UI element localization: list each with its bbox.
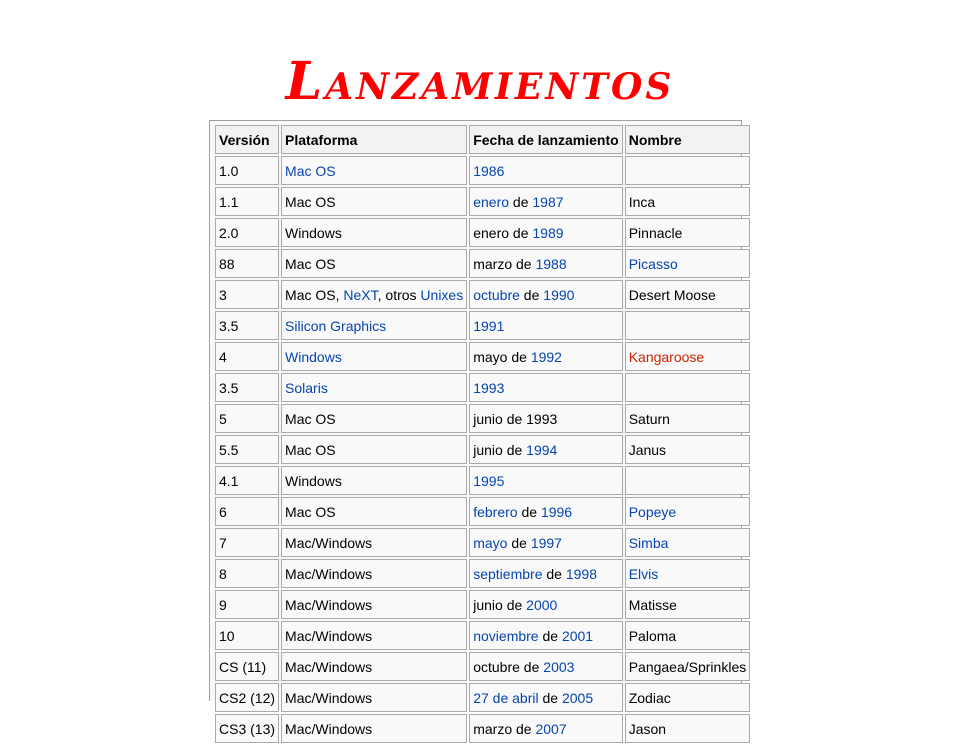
wiki-link[interactable]: NeXT	[343, 286, 378, 303]
wiki-link[interactable]: mayo	[473, 534, 508, 551]
wiki-link[interactable]: 1991	[473, 317, 505, 334]
cell-name	[625, 652, 751, 681]
wiki-link[interactable]: 27 de abril	[473, 689, 539, 706]
cell-release-date	[469, 714, 622, 743]
wiki-link[interactable]: 1995	[473, 472, 505, 489]
cell-text: Pinnacle	[628, 224, 683, 241]
cell-release-date	[469, 249, 622, 278]
cell-text: Pangaea/Sprinkles	[628, 658, 747, 675]
cell-name	[625, 466, 751, 495]
cell-version	[215, 590, 279, 619]
table-row	[215, 187, 750, 216]
cell-version	[215, 435, 279, 464]
wiki-link[interactable]: Picasso	[628, 255, 678, 272]
cell-text: marzo de	[473, 720, 536, 737]
cell-text: 4	[219, 348, 227, 365]
cell-release-date	[469, 342, 622, 371]
table-row	[215, 497, 750, 526]
cell-name	[625, 404, 751, 433]
cell-version	[215, 156, 279, 185]
cell-release-date	[469, 652, 622, 681]
cell-text: 3.5	[219, 379, 239, 396]
wiki-link[interactable]: febrero	[473, 503, 518, 520]
wiki-link[interactable]: 1992	[530, 348, 562, 365]
cell-text: Mac OS	[285, 503, 336, 520]
cell-platform	[281, 311, 467, 340]
cell-platform	[281, 342, 467, 371]
wiki-link[interactable]: 1987	[532, 193, 564, 210]
cell-version	[215, 342, 279, 371]
cell-release-date	[469, 187, 622, 216]
cell-text: octubre de	[473, 658, 544, 675]
cell-name	[625, 342, 751, 371]
cell-version	[215, 683, 279, 712]
wiki-link[interactable]: Silicon Graphics	[285, 317, 387, 334]
wiki-link[interactable]: Elvis	[628, 565, 659, 582]
cell-platform	[281, 249, 467, 278]
cell-release-date	[469, 404, 622, 433]
cell-release-date	[469, 156, 622, 185]
cell-text: junio de	[473, 596, 527, 613]
cell-version	[215, 559, 279, 588]
table-header-row	[215, 125, 750, 154]
cell-platform	[281, 466, 467, 495]
missing-page-link[interactable]: Kangaroose	[628, 348, 705, 365]
cell-release-date	[469, 466, 622, 495]
cell-text: de	[538, 627, 562, 644]
table-row	[215, 621, 750, 650]
table-row	[215, 404, 750, 433]
cell-platform	[281, 156, 467, 185]
cell-text: Janus	[628, 441, 667, 458]
wiki-link[interactable]: septiembre	[473, 565, 543, 582]
header-name: Nombre	[625, 125, 751, 154]
cell-platform	[281, 280, 467, 309]
cell-version	[215, 714, 279, 743]
wiki-link[interactable]: 2003	[543, 658, 575, 675]
cell-text: enero de	[473, 224, 533, 241]
cell-text: junio de 1993	[473, 410, 558, 427]
wiki-link[interactable]: octubre	[473, 286, 520, 303]
cell-name	[625, 683, 751, 712]
cell-version	[215, 280, 279, 309]
cell-text: 3	[219, 286, 227, 303]
cell-text: 4.1	[219, 472, 239, 489]
cell-platform	[281, 559, 467, 588]
cell-platform	[281, 621, 467, 650]
cell-text: Matisse	[628, 596, 677, 613]
table-row	[215, 559, 750, 588]
cell-text: Windows	[285, 472, 342, 489]
cell-text: Mac/Windows	[285, 689, 373, 706]
cell-text: 6	[219, 503, 227, 520]
table-row	[215, 528, 750, 557]
cell-text: Mac OS	[285, 441, 336, 458]
header-version: Versión	[215, 125, 279, 154]
wiki-link[interactable]: 1988	[535, 255, 567, 272]
cell-name	[625, 528, 751, 557]
cell-text: Mac/Windows	[285, 565, 373, 582]
table-row	[215, 683, 750, 712]
cell-version	[215, 528, 279, 557]
cell-text: 2.0	[219, 224, 239, 241]
cell-text: 7	[219, 534, 227, 551]
cell-version	[215, 497, 279, 526]
wiki-link[interactable]: 1994	[526, 441, 558, 458]
cell-text: de	[538, 689, 562, 706]
cell-release-date	[469, 590, 622, 619]
wiki-link[interactable]: 2000	[526, 596, 558, 613]
wiki-link[interactable]: 2007	[535, 720, 567, 737]
cell-name	[625, 249, 751, 278]
cell-text: Mac/Windows	[285, 534, 373, 551]
cell-name	[625, 280, 751, 309]
cell-version	[215, 404, 279, 433]
cell-platform	[281, 528, 467, 557]
wiki-link[interactable]: enero	[473, 193, 510, 210]
releases-table-container	[209, 120, 747, 737]
cell-platform	[281, 373, 467, 402]
cell-version	[215, 652, 279, 681]
cell-name	[625, 187, 751, 216]
cell-text: Mac OS,	[285, 286, 344, 303]
cell-release-date	[469, 311, 622, 340]
cell-text: de	[507, 534, 531, 551]
header-platform: Plataforma	[281, 125, 467, 154]
cell-text: 5.5	[219, 441, 239, 458]
cell-text: mayo de	[473, 348, 531, 365]
cell-text: 5	[219, 410, 227, 427]
cell-text: Desert Moose	[628, 286, 716, 303]
cell-release-date	[469, 528, 622, 557]
cell-name	[625, 497, 751, 526]
cell-name	[625, 714, 751, 743]
cell-version	[215, 373, 279, 402]
table-row	[215, 435, 750, 464]
cell-text: Mac/Windows	[285, 658, 373, 675]
cell-release-date	[469, 497, 622, 526]
cell-text: Mac OS	[285, 193, 336, 210]
cell-text: marzo de	[473, 255, 536, 272]
wiki-link[interactable]: 1998	[565, 565, 597, 582]
cell-name	[625, 311, 751, 340]
table-row	[215, 342, 750, 371]
wiki-link[interactable]: Windows	[285, 348, 342, 365]
cell-text: Mac/Windows	[285, 627, 373, 644]
cell-name	[625, 435, 751, 464]
cell-text: Saturn	[628, 410, 670, 427]
table-row	[215, 311, 750, 340]
cell-text: CS (11)	[219, 658, 267, 675]
cell-version	[215, 311, 279, 340]
cell-platform	[281, 590, 467, 619]
table-row	[215, 652, 750, 681]
cell-text: Mac/Windows	[285, 596, 373, 613]
cell-text: de	[517, 503, 541, 520]
cell-text: CS2 (12)	[219, 689, 276, 706]
cell-text: Paloma	[628, 627, 677, 644]
cell-release-date	[469, 683, 622, 712]
cell-name	[625, 621, 751, 650]
table-row	[215, 249, 750, 278]
cell-text: junio de	[473, 441, 527, 458]
cell-name	[625, 373, 751, 402]
table-body	[215, 156, 750, 743]
releases-table	[213, 123, 752, 745]
cell-release-date	[469, 280, 622, 309]
wiki-link[interactable]: 1989	[532, 224, 564, 241]
wiki-link[interactable]: Unixes	[420, 286, 464, 303]
table-row	[215, 373, 750, 402]
cell-text: 10	[219, 627, 235, 644]
cell-platform	[281, 218, 467, 247]
cell-name	[625, 218, 751, 247]
cell-text: de	[509, 193, 533, 210]
wiki-link[interactable]: 1990	[543, 286, 575, 303]
cell-name	[625, 156, 751, 185]
cell-platform	[281, 652, 467, 681]
table-row	[215, 280, 750, 309]
wiki-link[interactable]: 2005	[561, 689, 594, 706]
cell-text: Zodiac	[628, 689, 671, 706]
cell-text: Mac OS	[285, 255, 336, 272]
cell-release-date	[469, 559, 622, 588]
cell-version	[215, 466, 279, 495]
cell-text: 3.5	[219, 317, 239, 334]
wiki-link[interactable]: Mac OS	[285, 162, 336, 179]
cell-platform	[281, 187, 467, 216]
cell-text: 8	[219, 565, 227, 582]
cell-version	[215, 621, 279, 650]
slide-title: Lanzamientos	[285, 51, 675, 112]
wiki-link[interactable]: 1986	[473, 162, 505, 179]
table-row	[215, 156, 750, 185]
cell-version	[215, 249, 279, 278]
cell-name	[625, 590, 751, 619]
cell-platform	[281, 435, 467, 464]
cell-release-date	[469, 621, 622, 650]
cell-text: de	[542, 565, 566, 582]
cell-platform	[281, 683, 467, 712]
wiki-link[interactable]: 1997	[530, 534, 562, 551]
wiki-link[interactable]: Popeye	[628, 503, 677, 520]
table-row	[215, 466, 750, 495]
wiki-link[interactable]: Simba	[628, 534, 669, 551]
table-row	[215, 714, 750, 743]
cell-platform	[281, 404, 467, 433]
wiki-link[interactable]: 2001	[561, 627, 594, 644]
cell-text: Mac/Windows	[285, 720, 373, 737]
cell-release-date	[469, 218, 622, 247]
wiki-link[interactable]: 1996	[540, 503, 573, 520]
cell-name	[625, 559, 751, 588]
cell-text: Jason	[628, 720, 667, 737]
wiki-link[interactable]: 1993	[473, 379, 505, 396]
cell-platform	[281, 714, 467, 743]
header-release-date: Fecha de lanzamiento	[469, 125, 622, 154]
cell-text: 1.0	[219, 162, 239, 179]
cell-platform	[281, 497, 467, 526]
cell-version	[215, 218, 279, 247]
wiki-link[interactable]: Solaris	[285, 379, 328, 396]
cell-release-date	[469, 435, 622, 464]
cell-text: Inca	[628, 193, 656, 210]
cell-text: 9	[219, 596, 227, 613]
cell-version	[215, 187, 279, 216]
cell-text: , otros	[377, 286, 421, 303]
cell-text: Windows	[285, 224, 342, 241]
cell-release-date	[469, 373, 622, 402]
wiki-link[interactable]: noviembre	[473, 627, 539, 644]
cell-text: 1.1	[219, 193, 239, 210]
table-row	[215, 218, 750, 247]
cell-text: de	[519, 286, 544, 303]
cell-text: Mac OS	[285, 410, 336, 427]
table-row	[215, 590, 750, 619]
cell-text: 88	[219, 255, 235, 272]
cell-text: CS3 (13)	[219, 720, 276, 737]
